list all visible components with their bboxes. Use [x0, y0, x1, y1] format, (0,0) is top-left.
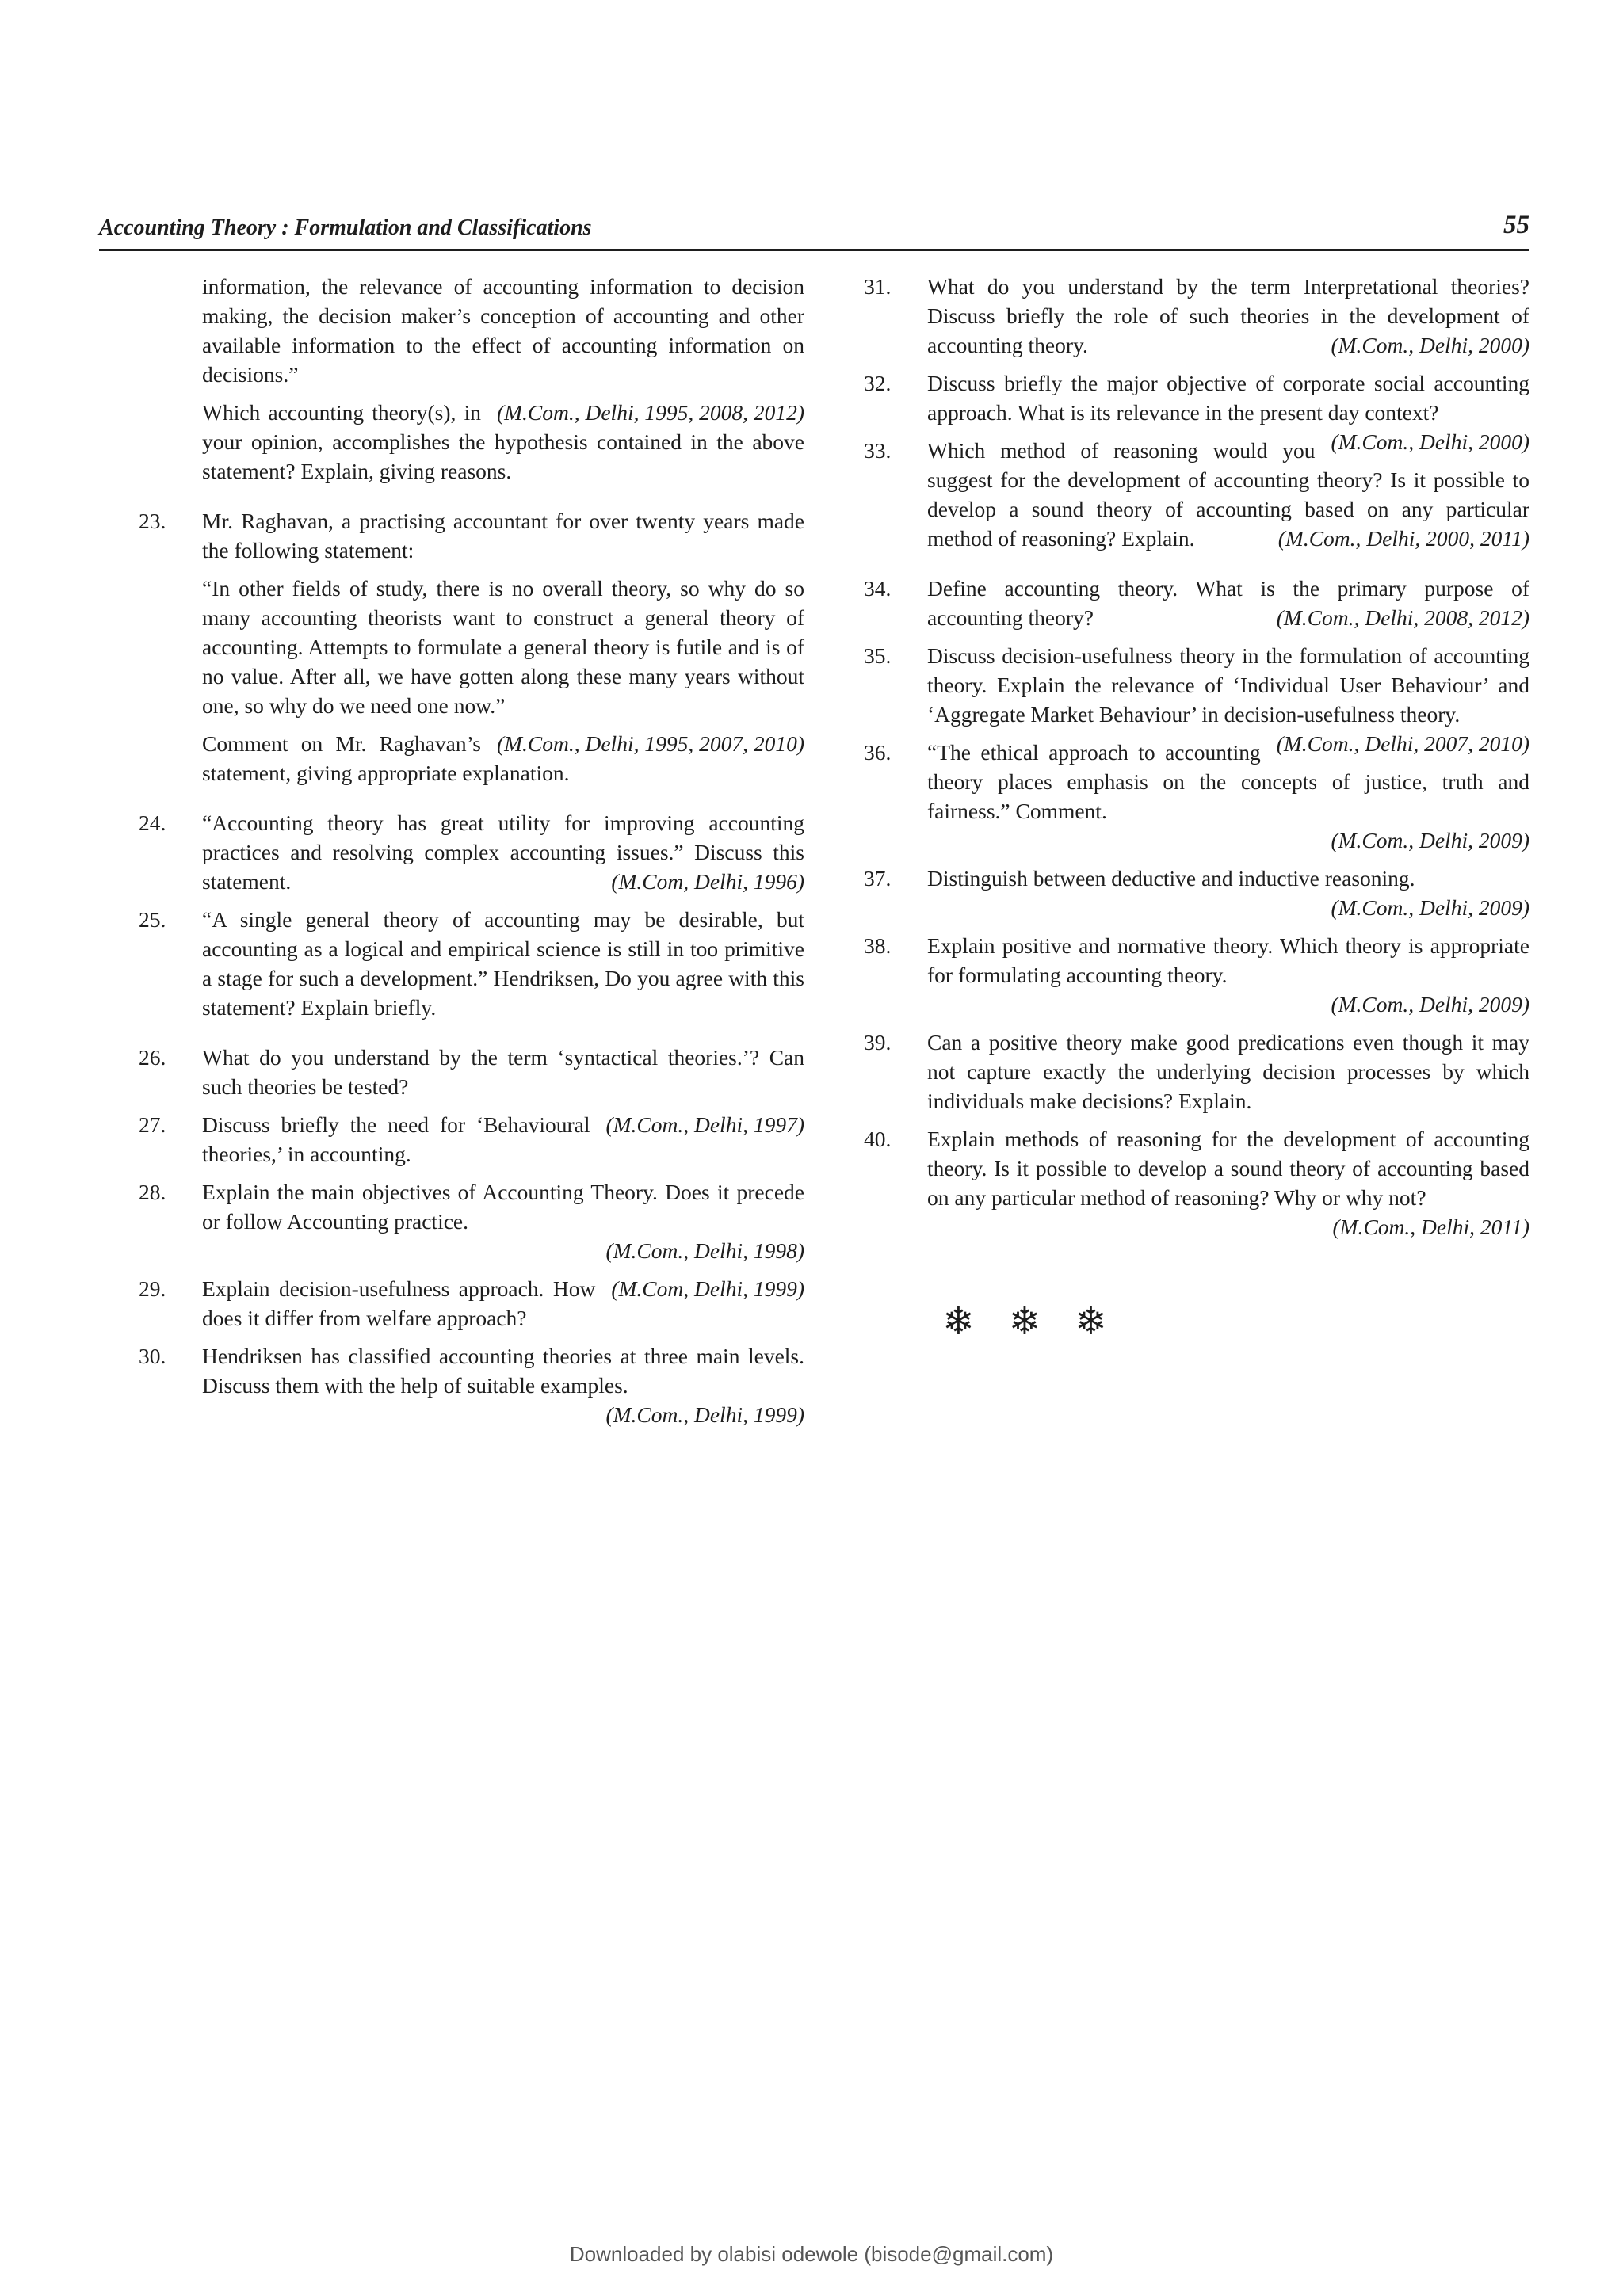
exam-source: (M.Com., Delhi, 1995, 2007, 2010)	[496, 731, 804, 756]
left-column	[139, 272, 804, 1438]
question-text: (M.Com., Delhi, 1995, 2007, 2010) Comment on Mr. Raghavan’s statement, giving appropriate explanation.	[202, 729, 804, 788]
exam-source: (M.Com., Delhi, 1999)	[605, 1402, 804, 1427]
question-text: “A single general theory of accounting may be desirable, but accounting as a logical and empirical science is still in too primitive a stage for such a development.” Hendriksen, Do you agree with this statement? Explain briefly.	[202, 907, 804, 1020]
question-28	[139, 1177, 804, 1265]
exam-source: (M.Com., Delhi, 2000)	[1331, 429, 1529, 454]
question-number: 32.	[864, 371, 892, 395]
snowflake-ornament-icon: ❄ ❄ ❄	[942, 1299, 1118, 1344]
exam-source: (M.Com., Delhi, 2000, 2011)	[1277, 526, 1529, 551]
question-40	[864, 1124, 1529, 1239]
question-number: 23.	[139, 509, 166, 533]
exam-source: (M.Com., Delhi, 2009)	[1331, 992, 1529, 1016]
question-text: Mr. Raghavan, a practising accountant for over twenty years made the following statement:	[202, 509, 804, 563]
question-text: Discuss briefly the major objective of corporate social accounting approach. What is its relevance in the present day context? (M.Com., Delhi, 2000)	[927, 368, 1529, 427]
question-number: 26.	[139, 1045, 166, 1070]
exam-source: (M.Com, Delhi, 1996)	[611, 869, 804, 894]
question-33	[864, 436, 1529, 553]
question-text: Can a positive theory make good predications even though it may not capture exactly the underlying decision processes by which individuals make decisions? Explain.	[927, 1030, 1529, 1113]
question-34	[864, 574, 1529, 632]
exam-source: (M.Com., Delhi, 2008, 2012)	[1276, 605, 1529, 630]
exam-source: (M.Com., Delhi, 2000)	[1331, 333, 1529, 357]
question-number: 39.	[864, 1030, 892, 1055]
question-text: Explain the main objectives of Accounting Theory. Does it precede or follow Accounting practice.	[202, 1180, 804, 1234]
exam-source: (M.Com, Delhi, 1999)	[611, 1276, 804, 1301]
exam-source: (M.Com., Delhi, 1998)	[605, 1238, 804, 1263]
question-number: 36.	[864, 740, 892, 765]
question-text: Hendriksen has classified accounting theories at three main levels. Discuss them with the help of suitable examples.	[202, 1344, 804, 1398]
question-text: What do you understand by the term Interpretational theories? Discuss briefly the role of such theories in the development of accounting theory. (M.Com., Delhi, 2000)	[927, 272, 1529, 360]
exam-source: (M.Com., Delhi, 2009)	[1331, 895, 1529, 920]
question-number: 34.	[864, 576, 892, 601]
running-head	[99, 211, 1529, 251]
question-text: Explain positive and normative theory. Which theory is appropriate for formulating accounting theory.	[927, 933, 1529, 987]
exam-source: (M.Com., Delhi, 1997)	[605, 1112, 804, 1137]
question-text: “Accounting theory has great utility for improving accounting practices and resolving complex accounting issues.” Discuss this statement. (M.Com, Delhi, 1996)	[202, 808, 804, 896]
chapter-title: Accounting Theory : Formulation and Classifications	[99, 215, 592, 240]
exam-source: (M.Com., Delhi, 1995, 2008, 2012)	[496, 400, 804, 425]
exam-source: (M.Com., Delhi, 2009)	[1331, 828, 1529, 852]
exam-source: (M.Com., Delhi, 2007, 2010)	[1276, 731, 1529, 756]
question-text: Define accounting theory. What is the primary purpose of accounting theory? (M.Com., Delhi, 2008, 2012)	[927, 574, 1529, 632]
question-number: 35.	[864, 643, 892, 668]
question-number: 30.	[139, 1344, 166, 1368]
question-text: (M.Com, Delhi, 1999) Explain decision-usefulness approach. How does it differ from welfare approach?	[202, 1274, 804, 1333]
question-37	[864, 864, 1529, 922]
quoted-statement: “In other fields of study, there is no overall theory, so why do so many accounting theorists want to construct a general theory of accounting. Attempts to formulate a general theory is futile and is of no value. After all, we have gotten along these many years without one, so why do we need one now.”	[202, 576, 804, 718]
question-38	[864, 931, 1529, 1019]
question-29	[139, 1274, 804, 1333]
question-text: information, the relevance of accounting information to decision making, the decision maker’s conception of accounting and other available information to the effect of accounting information on decisions.”	[202, 274, 804, 387]
question-text: Which method of reasoning would you suggest for the development of accounting theory? Is it possible to develop a sound theory of accounting based on any particular method of reasoning? Explain. (M.Com., Delhi, 2000, 2011)	[927, 436, 1529, 553]
question-number: 33.	[864, 438, 892, 463]
question-number: 40.	[864, 1127, 892, 1151]
download-footer: Downloaded by olabisi odewole (bisode@gmail.com)	[569, 2242, 1054, 2266]
question-number: 27.	[139, 1112, 166, 1137]
question-number: 25.	[139, 907, 166, 932]
page-number: 55	[1503, 211, 1529, 239]
question-number: 37.	[864, 866, 892, 891]
question-text: (M.Com., Delhi, 1997) Discuss briefly the need for ‘Behavioural theories,’ in accounting.	[202, 1110, 804, 1169]
question-text: Discuss decision-usefulness theory in the formulation of accounting theory. Explain the relevance of ‘Individual User Behaviour’ and ‘Aggregate Market Behaviour’ in decision-usefulness theory. (M.Com., Delhi, 2007, 2010)	[927, 641, 1529, 729]
question-26	[139, 1043, 804, 1101]
right-column	[864, 272, 1529, 1241]
question-36	[864, 738, 1529, 855]
question-text: Distinguish between deductive and inductive reasoning.	[927, 866, 1415, 891]
question-31	[864, 272, 1529, 360]
question-27	[139, 1110, 804, 1169]
question-30	[139, 1341, 804, 1429]
question-number: 24.	[139, 810, 166, 835]
question-number: 29.	[139, 1276, 166, 1301]
question-text: “The ethical approach to accounting theory places emphasis on the concepts of justice, truth and fairness.” Comment.	[927, 740, 1529, 823]
question-23	[139, 506, 804, 788]
question-number: 38.	[864, 933, 892, 958]
exam-source: (M.Com., Delhi, 2011)	[1332, 1215, 1529, 1239]
question-25	[139, 905, 804, 1022]
question-24	[139, 808, 804, 896]
question-number: 28.	[139, 1180, 166, 1204]
question-39	[864, 1028, 1529, 1116]
question-22-continued	[139, 272, 804, 486]
question-number: 31.	[864, 274, 892, 299]
question-text: (M.Com., Delhi, 1995, 2008, 2012) Which accounting theory(s), in your opinion, accomplishes the hypothesis contained in the above statement? Explain, giving reasons.	[202, 398, 804, 486]
question-text: What do you understand by the term ‘syntactical theories.’? Can such theories be tested?	[202, 1045, 804, 1099]
question-text: Explain methods of reasoning for the development of accounting theory. Is it possible to develop a sound theory of accounting based on any particular method of reasoning? Why or why not? (M.Com., Delhi, 2011)	[927, 1124, 1529, 1212]
